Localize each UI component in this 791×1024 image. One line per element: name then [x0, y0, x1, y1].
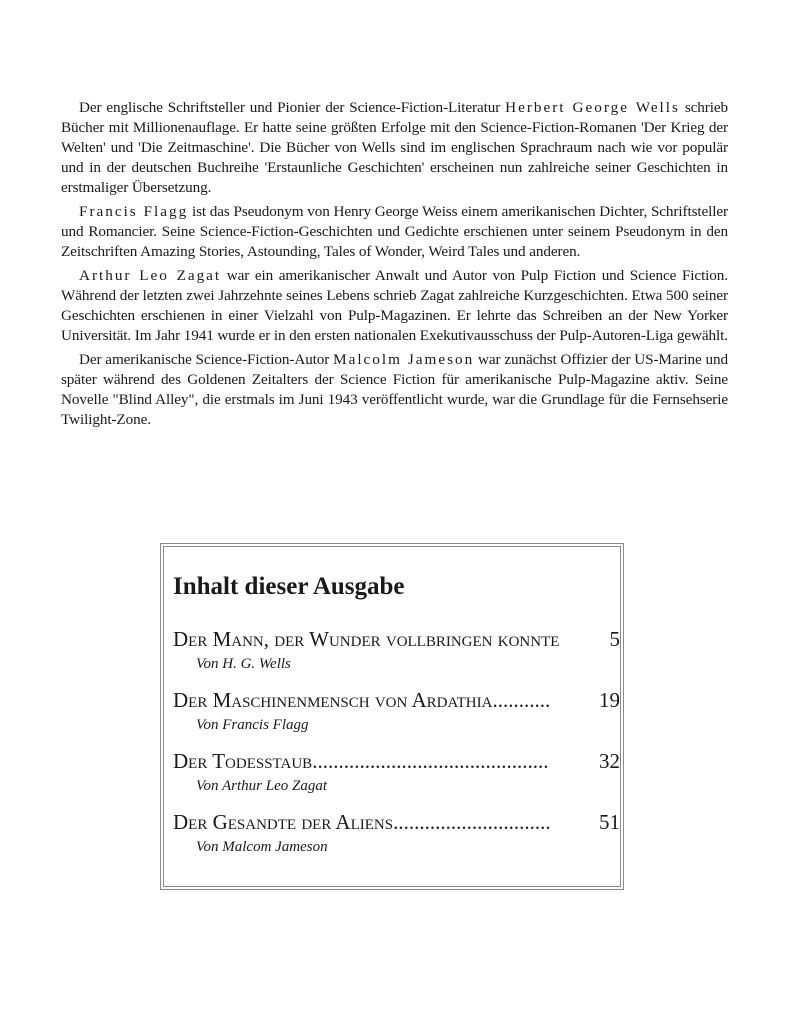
page-number: 5 — [609, 627, 620, 651]
toc-line — [173, 749, 620, 774]
author-name: Malcolm Jameson — [333, 351, 475, 368]
toc-frame — [163, 546, 621, 887]
story-author: Von Malcom Jameson — [196, 839, 328, 855]
author-name: Herbert George Wells — [505, 99, 680, 116]
story-author: Von Francis Flagg — [196, 717, 309, 733]
story-title: Der Mann, der Wunder vollbringen konnte — [173, 627, 560, 651]
story-title: Der Todesstaub — [173, 749, 313, 773]
toc-line — [173, 688, 620, 713]
toc-entry[interactable] — [173, 688, 620, 734]
bio-text: ist das Pseudonym von Henry George Weiss einem amerikanischen Dichter, Schriftsteller und Romancier. Seine Science-Fiction-Geschichten und Gedichte erschienen unter seinem Pseudonym in den Zeitschriften Amazing Stories, Astounding, Tales of Wonder, Weird Tales und anderen. — [61, 203, 728, 260]
toc-entry[interactable] — [173, 627, 620, 673]
toc-line — [173, 810, 620, 835]
page-number: 19 — [599, 688, 620, 712]
dot-leader: .............................. — [393, 810, 551, 834]
table-of-contents — [160, 543, 624, 890]
bio-text: schrieb Bücher mit Millionenauflage. Er hatte seine größten Erfolge mit den Science-Fiction-Romanen 'Der Krieg der Welten' und 'Die Zeitmaschine'. Die Bücher von Wells sind im englischen Sprachraum nach wie vor populär und in der deutschen Buchreihe 'Erstaunliche Geschichten' erscheinen nun zahlreiche seiner Geschichten in erstmaliger Übersetzung. — [61, 99, 728, 196]
toc-entry[interactable] — [173, 810, 620, 856]
bio-lead: Der amerikanische Science-Fiction-Autor — [79, 351, 334, 368]
story-author: Von H. G. Wells — [196, 656, 291, 672]
story-author: Von Arthur Leo Zagat — [196, 778, 327, 794]
page-number: 32 — [599, 749, 620, 773]
page-number: 51 — [599, 810, 620, 834]
toc-line — [173, 627, 620, 652]
bio-paragraph-wells — [61, 98, 728, 198]
story-title: Der Gesandte der Aliens — [173, 810, 394, 834]
toc-title: Inhalt dieser Ausgabe — [173, 573, 405, 600]
story-title: Der Maschinenmensch von Ardathia — [173, 688, 493, 712]
dot-leader: ........... — [492, 688, 551, 712]
author-name: Francis Flagg — [79, 203, 189, 220]
toc-entry[interactable] — [173, 749, 620, 795]
bio-paragraph-jameson — [61, 350, 728, 430]
bio-text: war ein amerikanischer Anwalt und Autor von Pulp Fiction und Science Fiction. Während der letzten zwei Jahrzehnte seines Lebens schrieb Zagat zahlreiche Kurzgeschichten. Etwa 500 seiner Geschichten erschienen in einer Vielzahl von Pulp-Magazinen. Er lehrte das Schreiben an der New Yorker Universität. Im Jahr 1941 wurde er in den ersten nationalen Exekutivausschuss der Pulp-Autoren-Liga gewählt. — [61, 267, 728, 344]
dot-leader: ............................................. — [312, 749, 549, 773]
bio-lead: Der englische Schriftsteller und Pionier der Science-Fiction-Literatur — [79, 99, 506, 116]
author-name: Arthur Leo Zagat — [79, 267, 222, 284]
bio-text: war zunächst Offizier der US-Marine und später während des Goldenen Zeitalters der Science Fiction für amerikanische Pulp-Magazine aktiv. Seine Novelle "Blind Alley", die erstmals im Juni 1943 veröffentlicht wurde, war die Grundlage für die Fernsehserie Twilight-Zone. — [61, 351, 728, 428]
bio-paragraph-flagg — [61, 202, 728, 262]
bio-paragraph-zagat — [61, 266, 728, 346]
author-biographies — [61, 98, 728, 434]
